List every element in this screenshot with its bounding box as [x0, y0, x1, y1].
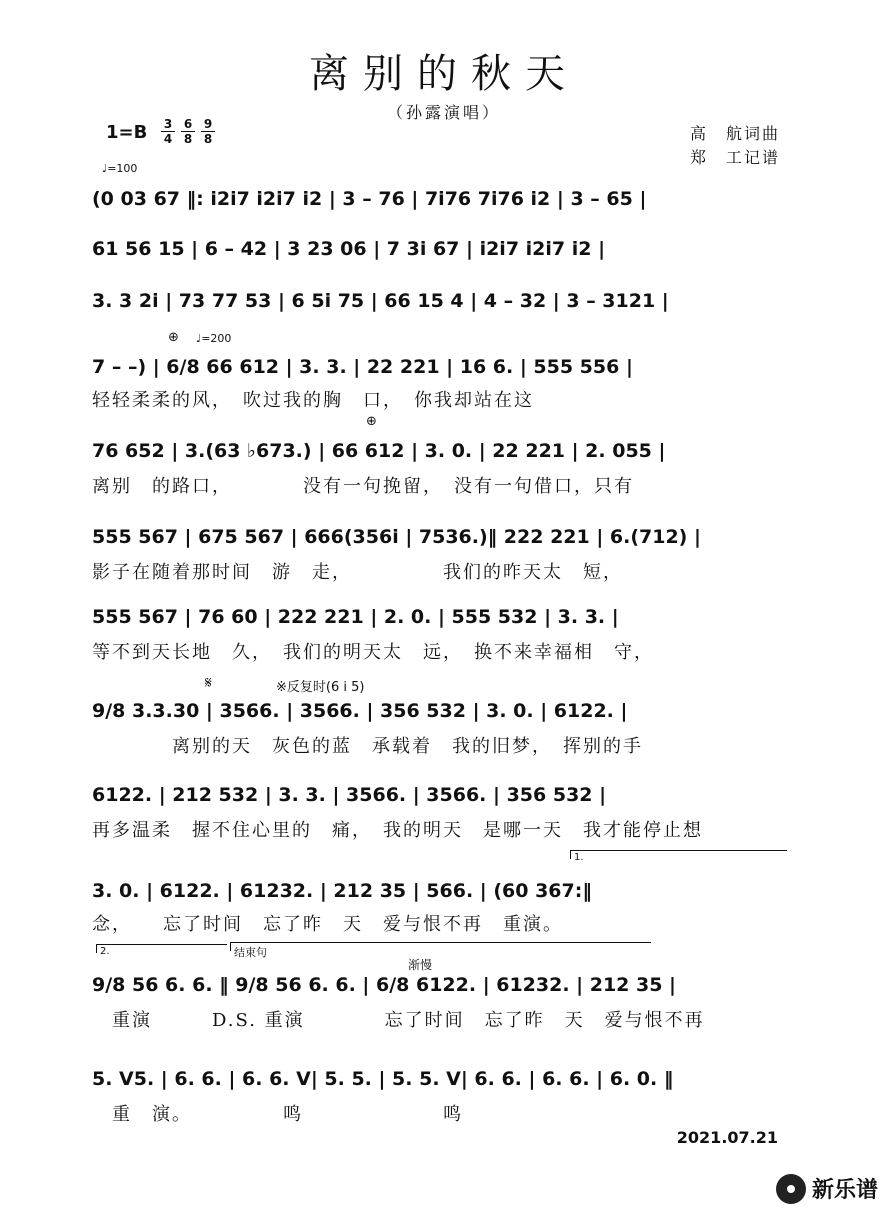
- tempo-mark: ♩=100: [102, 162, 138, 175]
- score-subtitle: （孙露演唱）: [386, 103, 501, 122]
- notation-row: 6122. | 212 532 | 3. 3. | 3566. | 3566. | 356 532 |: [92, 784, 607, 806]
- lyric-row: 重 演。 鸣 鸣: [92, 1104, 463, 1125]
- notation-row: 555 567 | 675 567 | 666(356i | 7536.)‖ 222 221 | 6.(712) |: [92, 526, 701, 548]
- notation-row: 555 567 | 76 60 | 222 221 | 2. 0. | 555 532 | 3. 3. |: [92, 606, 619, 628]
- lyric-row: 重演 D.S. 重演 忘了时间 忘了昨 天 爱与恨不再: [92, 1010, 705, 1031]
- notation-row: 5. V5. | 6. 6. | 6. 6. V| 5. 5. | 5. 5. V| 6. 6. | 6. 6. | 6. 0. ‖: [92, 1068, 674, 1090]
- repeat-note: ※反复时(6 i 5): [276, 680, 365, 695]
- score-title: 离别的秋天: [309, 51, 579, 97]
- transcriber-credit: 郑 工记谱: [689, 148, 780, 167]
- lyric-row: 离别 的路口， 没有一句挽留， 没有一句借口，只有: [92, 476, 634, 497]
- ending-bracket: [230, 942, 651, 951]
- composer-credit: 高 航词曲: [689, 124, 780, 143]
- notation-row: 76 652 | 3.(63 ♭673.) | 66 612 | 3. 0. | 22 221 | 2. 055 |: [92, 440, 666, 462]
- coda-sign-icon: ⊕: [366, 414, 377, 429]
- notation-row: 9/8 56 6. 6. ‖ 9/8 56 6. 6. | 6/8 6122. | 61232. | 212 35 |: [92, 974, 676, 996]
- volta-label: 1.: [574, 852, 584, 863]
- vinyl-disc-icon: [776, 1174, 806, 1204]
- notation-row: 7 – –) | 6/8 66 612 | 3. 3. | 22 221 | 16 6. | 555 556 |: [92, 356, 633, 378]
- notation-row: (0 03 67 ‖: i2i7 i2i7 i2 | 3 – 76 | 7i76 7i76 i2 | 3 – 65 |: [92, 188, 647, 210]
- notation-row: 3. 0. | 6122. | 61232. | 212 35 | 566. | (60 367:‖: [92, 880, 592, 902]
- lyric-row: 影子在随着那时间 游 走， 我们的昨天太 短，: [92, 562, 623, 583]
- lyric-row: 念， 忘了时间 忘了昨 天 爱与恨不再 重演。: [92, 914, 563, 935]
- ritardando-mark: 渐慢: [408, 958, 433, 972]
- lyric-row: 再多温柔 握不住心里的 痛， 我的明天 是哪一天 我才能停止想: [92, 820, 703, 841]
- ending-label: 结束句: [234, 946, 267, 959]
- brand-name: 新乐谱: [811, 1178, 878, 1203]
- volta-bracket: [570, 850, 787, 859]
- transcription-date: 2021.07.21: [676, 1128, 778, 1147]
- lyric-row: 轻轻柔柔的风， 吹过我的胸 口， 你我却站在这: [92, 390, 534, 411]
- coda-sign-icon: ⊕: [168, 330, 179, 345]
- time-signature: 6 8: [180, 118, 196, 145]
- tempo-mark: ♩=200: [196, 332, 232, 345]
- notation-row: 3. 3 2i | 73 77 53 | 6 5i 75 | 66 15 4 | 4 – 32 | 3 – 3121 |: [92, 290, 669, 312]
- lyric-row: 离别的天 灰色的蓝 承载着 我的旧梦， 挥别的手: [92, 736, 643, 757]
- notation-row: 9/8 3.3.30 | 3566. | 3566. | 356 532 | 3. 0. | 6122. |: [92, 700, 628, 722]
- segno-icon: 𝄋: [205, 673, 212, 692]
- notation-row: 61 56 15 | 6 – 42 | 3 23 06 | 7 3i 67 | i2i7 i2i7 i2 |: [92, 238, 606, 260]
- credits: [690, 122, 780, 170]
- volta-label: 2.: [100, 946, 110, 957]
- time-signature: 9 8: [200, 118, 216, 145]
- lyric-row: 等不到天长地 久， 我们的明天太 远， 换不来幸福相 守，: [92, 642, 654, 663]
- key-signature: 1=B: [106, 122, 148, 143]
- brand-logo: [776, 1173, 878, 1204]
- volta-bracket: [96, 944, 227, 953]
- time-signature: 3 4: [160, 118, 176, 145]
